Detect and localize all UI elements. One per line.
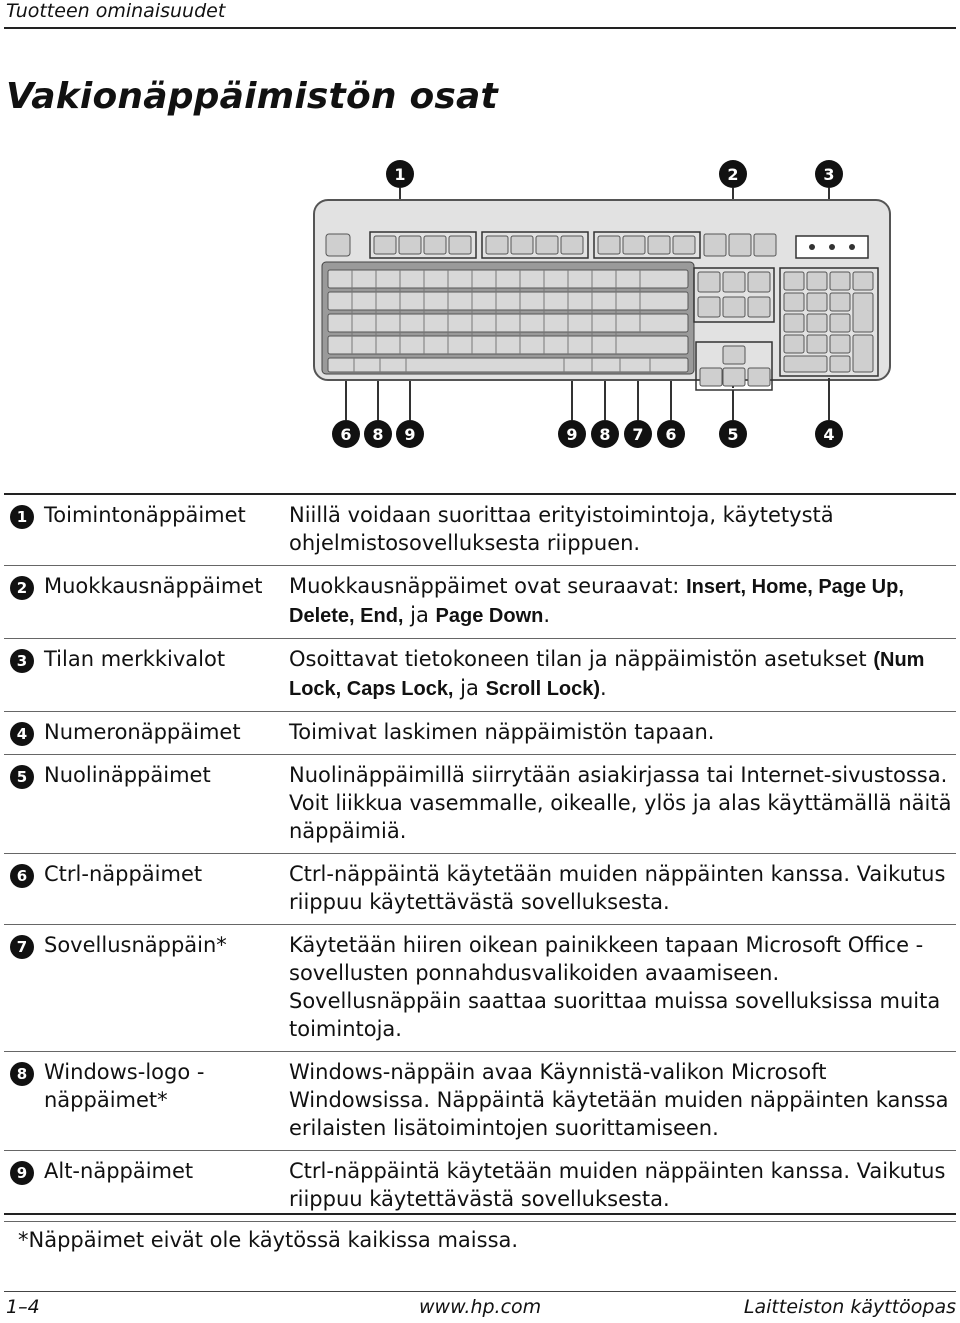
desc-keyword: (Num Lock, Caps Lock, xyxy=(289,649,925,700)
legend-label: Toimintonäppäimet xyxy=(44,494,289,566)
callout-label-6b: 6 xyxy=(665,425,677,444)
legend-row xyxy=(4,1052,956,1151)
legend-number: 4 xyxy=(10,722,34,746)
legend-row xyxy=(4,712,956,755)
legend-number: 8 xyxy=(10,1062,34,1086)
desc-text: Osoittavat tietokoneen tilan ja näppäimistön asetukset xyxy=(289,647,874,671)
legend-row xyxy=(4,755,956,854)
running-header: Tuotteen ominaisuudet xyxy=(6,0,226,22)
desc-text: . xyxy=(600,676,607,700)
legend-label: Numeronäppäimet xyxy=(44,712,289,755)
legend-description: Niillä voidaan suorittaa erityistoimintoja, käytetystä ohjelmistosovelluksesta riippuen. xyxy=(289,494,956,566)
legend-number: 7 xyxy=(10,935,34,959)
legend-row xyxy=(4,1151,956,1222)
header-rule xyxy=(4,27,956,29)
legend-row xyxy=(4,854,956,925)
legend-description: Nuolinäppäimillä siirrytään asiakirjassa tai Internet-sivustossa. Voit liikkua vasemmalle, oikealle, ylös ja alas käyttämällä näitä näppäimiä. xyxy=(289,755,956,854)
footnote-row xyxy=(4,1222,956,1263)
callout-label-1: 1 xyxy=(394,165,406,184)
footer-doc-title: Laitteiston käyttöopas xyxy=(743,1296,956,1318)
legend-description: Ctrl-näppäintä käytetään muiden näppäinten kanssa. Vaikutus riippuu käytettävästä sovelluksesta. xyxy=(289,1151,956,1222)
callout-label-4: 4 xyxy=(823,425,835,444)
legend-number: 3 xyxy=(10,649,34,673)
legend-row xyxy=(4,639,956,712)
desc-text: Muokkausnäppäimet ovat seuraavat: xyxy=(289,574,687,598)
legend-row xyxy=(4,925,956,1052)
legend-description: Windows-näppäin avaa Käynnistä-valikon Microsoft Windowsissa. Näppäintä käytetään muiden näppäinten kanssa erilaisten lisätoimintojen suorittamiseen. xyxy=(289,1052,956,1151)
page-number: 1–4 xyxy=(6,1296,40,1318)
esc-key xyxy=(326,234,350,256)
legend-description xyxy=(289,566,956,639)
legend-number: 5 xyxy=(10,765,34,789)
keyboard-illustration xyxy=(300,150,900,460)
legend-description: Ctrl-näppäintä käytetään muiden näppäinten kanssa. Vaikutus riippuu käytettävästä sovelluksesta. xyxy=(289,854,956,925)
legend-label: Muokkausnäppäimet xyxy=(44,566,289,639)
page-title: Vakionäppäimistön osat xyxy=(6,76,498,117)
callout-label-9a: 9 xyxy=(404,425,416,444)
legend-number: 1 xyxy=(10,505,34,529)
legend-description xyxy=(289,639,956,712)
callout-label-6a: 6 xyxy=(340,425,352,444)
callout-label-8a: 8 xyxy=(372,425,384,444)
desc-text: . xyxy=(543,603,551,627)
callout-label-5: 5 xyxy=(727,425,739,444)
legend-number: 6 xyxy=(10,864,34,888)
desc-text: ja xyxy=(403,603,436,627)
desc-keyword: Scroll Lock) xyxy=(485,678,601,700)
legend-label: Nuolinäppäimet xyxy=(44,755,289,854)
callout-label-9b: 9 xyxy=(566,425,578,444)
callout-label-7: 7 xyxy=(632,425,644,444)
legend-label: Ctrl-näppäimet xyxy=(44,854,289,925)
legend-label: Alt-näppäimet xyxy=(44,1151,289,1222)
legend-label: Windows-logo -näppäimet* xyxy=(44,1052,289,1151)
legend-row xyxy=(4,494,956,566)
table-bottom-rule xyxy=(4,1213,956,1215)
keyboard-figure xyxy=(300,150,900,460)
desc-keyword: Insert, Home, Page Up, Delete, End, xyxy=(289,576,904,627)
legend-table xyxy=(4,493,956,1262)
desc-text: ja xyxy=(453,676,486,700)
callout-label-3: 3 xyxy=(823,165,835,184)
desc-keyword: Page Down xyxy=(435,605,544,627)
footnote: *Näppäimet eivät ole käytössä kaikissa maissa. xyxy=(4,1222,956,1263)
legend-number: 9 xyxy=(10,1161,34,1185)
footer-rule xyxy=(4,1291,956,1292)
callouts-top xyxy=(386,160,843,188)
legend-row xyxy=(4,566,956,639)
callout-label-2: 2 xyxy=(727,165,739,184)
legend-number: 2 xyxy=(10,576,34,600)
legend-label: Sovellusnäppäin* xyxy=(44,925,289,1052)
footer-url: www.hp.com xyxy=(419,1296,542,1318)
callout-label-8b: 8 xyxy=(599,425,611,444)
legend-description: Toimivat laskimen näppäimistön tapaan. xyxy=(289,712,956,755)
legend-description: Käytetään hiiren oikean painikkeen tapaan Microsoft Office -sovellusten ponnahdusvalikoiden avaamiseen. Sovellusnäppäin saattaa suorittaa muissa sovelluksissa muita toimintoja. xyxy=(289,925,956,1052)
legend-label: Tilan merkkivalot xyxy=(44,639,289,712)
